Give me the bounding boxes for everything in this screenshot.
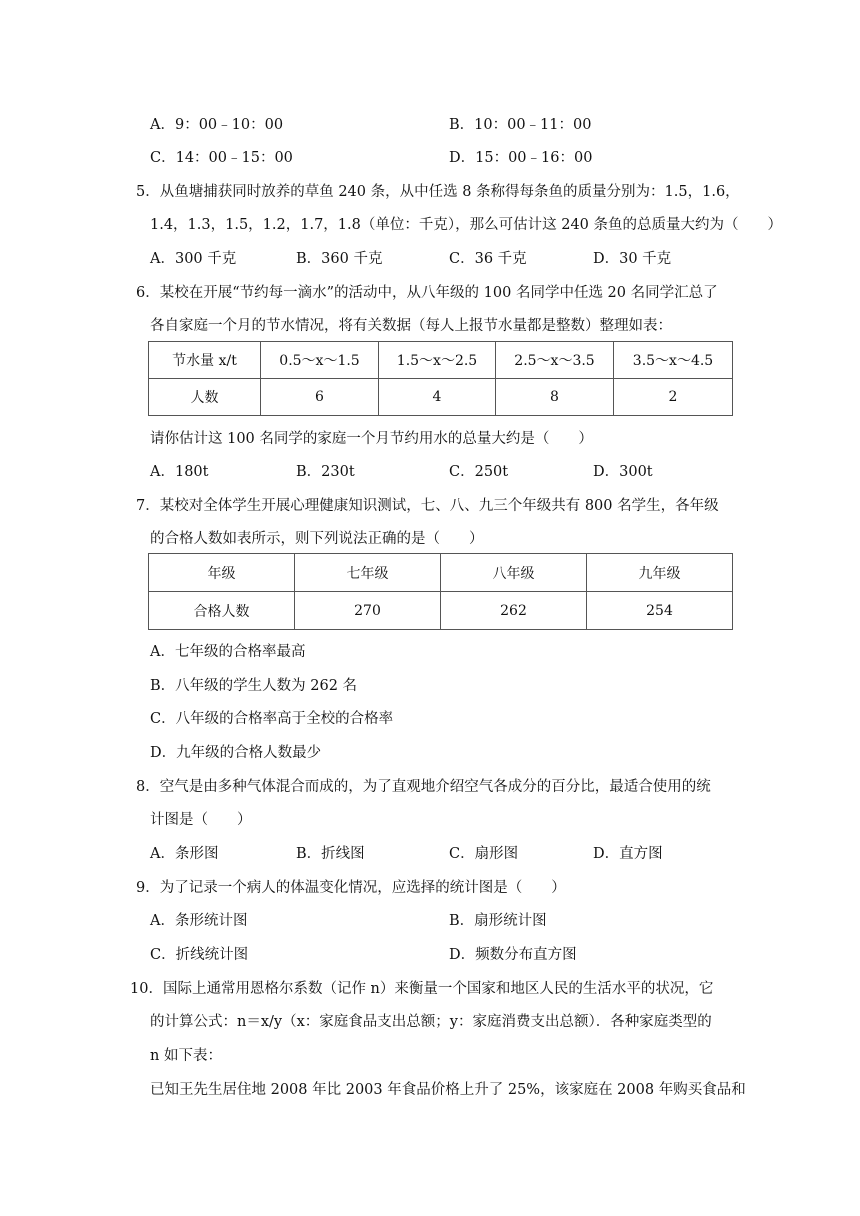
q8-option-c: C．扇形图 xyxy=(449,846,519,862)
q6-stem-line3: 请你估计这 100 名同学的家庭一个月节约用水的总量大约是（ ） xyxy=(150,431,593,447)
q6-value-cell: 4 xyxy=(379,379,496,416)
q6-value-cell: 2 xyxy=(614,379,733,416)
q7-value-cell: 270 xyxy=(295,592,441,630)
q7-header-cell: 七年级 xyxy=(295,554,441,592)
q10-stem-line1: 10．国际上通常用恩格尔系数（记作 n）来衡量一个国家和地区人民的生活水平的状况，它 xyxy=(130,981,714,997)
q7-stem-line1: 7．某校对全体学生开展心理健康知识测试，七、八、九三个年级共有 800 名学生，各年级 xyxy=(136,498,719,514)
q7-value-cell: 262 xyxy=(441,592,587,630)
q6-stem-line1: 6．某校在开展“节约每一滴水”的活动中，从八年级的 100 名同学中任选 20 名同学汇总了 xyxy=(136,285,718,301)
q6-header-cell: 3.5～x～4.5 xyxy=(614,342,733,379)
q4-option-b: B．10：00﹣11：00 xyxy=(449,117,592,133)
q9-option-a: A．条形统计图 xyxy=(150,913,248,929)
q6-header-cell: 0.5～x～1.5 xyxy=(261,342,379,379)
q7-stem-line2: 的合格人数如表所示，则下列说法正确的是（ ） xyxy=(150,531,484,547)
q8-stem-line1: 8．空气是由多种气体混合而成的，为了直观地介绍空气各成分的百分比，最适合使用的统 xyxy=(136,779,711,795)
q10-stem-line2: 的计算公式：n＝x/y（x：家庭食品支出总额；y：家庭消费支出总额）．各种家庭类型的 xyxy=(150,1014,712,1030)
q7-grade-table xyxy=(148,553,733,630)
q5-stem-line2: 1.4，1.3，1.5，1.2，1.7，1.8（单位：千克），那么可估计这 240 条鱼的总质量大约为（ ） xyxy=(150,217,783,233)
q9-option-d: D．频数分布直方图 xyxy=(449,947,577,963)
q9-stem-line1: 9．为了记录一个病人的体温变化情况，应选择的统计图是（ ） xyxy=(136,880,566,896)
q5-option-d: D．30 千克 xyxy=(593,251,672,267)
q10-stem-line3: n 如下表： xyxy=(150,1048,222,1064)
q8-option-a: A．条形图 xyxy=(150,846,219,862)
q6-option-d: D．300t xyxy=(593,464,653,480)
q6-row-label: 人数 xyxy=(149,379,261,416)
q6-stem-line2: 各自家庭一个月的节水情况，将有关数据（每人上报节水量都是整数）整理如表： xyxy=(150,318,672,334)
q8-stem-line2: 计图是（ ） xyxy=(150,812,252,828)
q9-option-b: B．扇形统计图 xyxy=(449,913,547,929)
q6-value-cell: 6 xyxy=(261,379,379,416)
q6-water-table xyxy=(148,341,733,416)
q7-header-cell: 年级 xyxy=(149,554,295,592)
q6-value-cell: 8 xyxy=(496,379,614,416)
q7-header-cell: 八年级 xyxy=(441,554,587,592)
q7-row-label: 合格人数 xyxy=(149,592,295,630)
q5-option-c: C．36 千克 xyxy=(449,251,527,267)
q6-option-b: B．230t xyxy=(296,464,355,480)
q8-option-b: B．折线图 xyxy=(296,846,365,862)
q7-header-cell: 九年级 xyxy=(587,554,733,592)
q6-header-cell: 2.5～x～3.5 xyxy=(496,342,614,379)
q7-option-b: B．八年级的学生人数为 262 名 xyxy=(150,678,358,694)
q5-option-b: B．360 千克 xyxy=(296,251,383,267)
q7-option-c: C．八年级的合格率高于全校的合格率 xyxy=(150,711,394,727)
q5-option-a: A．300 千克 xyxy=(150,251,237,267)
q7-option-a: A．七年级的合格率最高 xyxy=(150,644,306,660)
q7-value-cell: 254 xyxy=(587,592,733,630)
q6-option-c: C．250t xyxy=(449,464,509,480)
q6-option-a: A．180t xyxy=(150,464,209,480)
q7-option-d: D．九年级的合格人数最少 xyxy=(150,745,322,761)
q8-option-d: D．直方图 xyxy=(593,846,663,862)
q9-option-c: C．折线统计图 xyxy=(150,947,249,963)
q5-stem-line1: 5．从鱼塘捕获同时放养的草鱼 240 条，从中任选 8 条称得每条鱼的质量分别为：1.5，1.6， xyxy=(136,184,740,200)
q4-option-c: C．14：00﹣15：00 xyxy=(150,150,293,166)
q4-option-a: A．9：00﹣10：00 xyxy=(150,117,284,133)
q6-header-cell: 1.5～x～2.5 xyxy=(379,342,496,379)
q6-header-cell: 节水量 x/t xyxy=(149,342,261,379)
q4-option-d: D．15：00﹣16：00 xyxy=(449,150,593,166)
q10-stem-line4: 已知王先生居住地 2008 年比 2003 年食品价格上升了 25%，该家庭在 2008 年购买食品和 xyxy=(150,1082,746,1098)
